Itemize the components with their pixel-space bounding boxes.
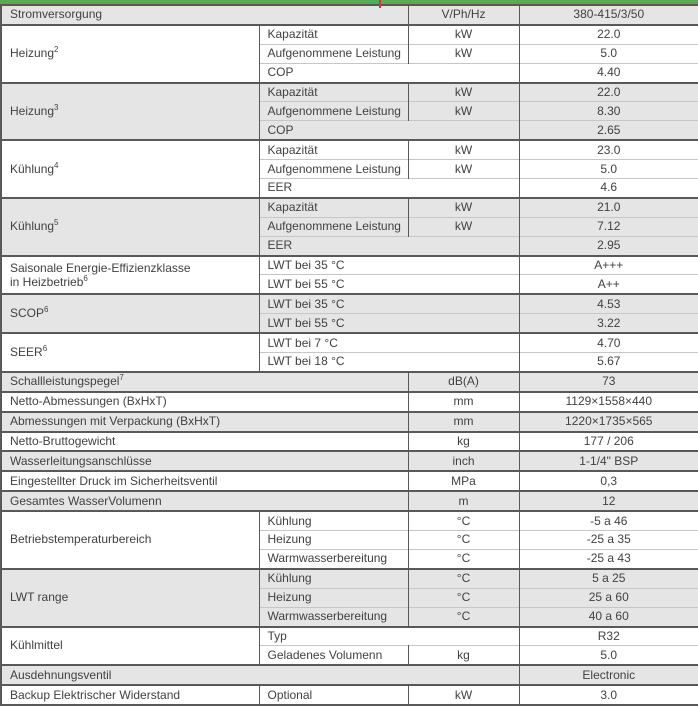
table-row bbox=[1, 198, 698, 217]
spec-sublabel: Kapazität bbox=[259, 198, 408, 217]
unit-cell: kW bbox=[408, 685, 519, 705]
spec-label bbox=[1, 256, 259, 295]
unit-cell: V/Ph/Hz bbox=[408, 5, 519, 25]
table-row bbox=[1, 685, 698, 705]
value-cell: 4.40 bbox=[519, 63, 698, 82]
spec-label: Kühlung$^5$ bbox=[1, 198, 259, 256]
spec-sublabel: Kapazität bbox=[259, 140, 408, 159]
spec-label: Kühlung$^4$ bbox=[1, 140, 259, 198]
footnote-marker: 4 bbox=[54, 160, 59, 170]
value-cell: 1220×1735×565 bbox=[519, 412, 698, 432]
unit-cell: kW bbox=[408, 44, 519, 63]
spec-label: Eingestellter Druck im Sicherheitsventil bbox=[1, 471, 408, 491]
value-cell: 3.22 bbox=[519, 314, 698, 333]
table-row bbox=[1, 432, 698, 452]
footnote-marker: 6 bbox=[44, 305, 49, 315]
table-row bbox=[1, 83, 698, 102]
spec-sublabel: Kapazität bbox=[259, 25, 408, 44]
table-row bbox=[1, 665, 698, 685]
spec-sublabel: Kapazität bbox=[259, 83, 408, 102]
spec-label: Kühlmittel bbox=[1, 627, 259, 666]
spec-label-line2: in Heizbetrieb$^6$ bbox=[10, 273, 88, 289]
value-cell: 40 a 60 bbox=[519, 607, 698, 626]
spec-sublabel: Warmwasserbereitung bbox=[259, 607, 408, 626]
spec-sublabel: LWT bei 18 °C bbox=[259, 353, 519, 372]
unit-cell: inch bbox=[408, 451, 519, 471]
spec-sublabel: LWT bei 55 °C bbox=[259, 314, 519, 333]
spec-sublabel: LWT bei 55 °C bbox=[259, 275, 519, 294]
value-cell: 5.0 bbox=[519, 646, 698, 665]
value-cell: 4.6 bbox=[519, 179, 698, 198]
table-row bbox=[1, 5, 698, 25]
green-top-bar bbox=[0, 0, 698, 4]
unit-cell: mm bbox=[408, 412, 519, 432]
unit-cell: m bbox=[408, 491, 519, 511]
value-cell: 5.0 bbox=[519, 44, 698, 63]
value-cell: 23.0 bbox=[519, 140, 698, 159]
spec-label: Ausdehnungsventil bbox=[1, 665, 519, 685]
unit-cell: kg bbox=[408, 432, 519, 452]
value-cell: 73 bbox=[519, 372, 698, 392]
value-cell: 12 bbox=[519, 491, 698, 511]
value-cell: -25 a 35 bbox=[519, 531, 698, 550]
value-cell: 4.70 bbox=[519, 333, 698, 352]
spec-label: Gesamtes WasserVolumenn bbox=[1, 491, 408, 511]
unit-cell: °C bbox=[408, 531, 519, 550]
unit-cell: dB(A) bbox=[408, 372, 519, 392]
value-cell: 21.0 bbox=[519, 198, 698, 217]
table-row bbox=[1, 372, 698, 392]
unit-cell: kW bbox=[408, 140, 519, 159]
table-row bbox=[1, 511, 698, 530]
spec-label: Heizung$^3$ bbox=[1, 83, 259, 141]
spec-sublabel: Aufgenommene Leistung bbox=[259, 160, 408, 179]
table-row bbox=[1, 256, 698, 275]
value-cell: 4.53 bbox=[519, 294, 698, 313]
spec-sublabel: Optional bbox=[259, 685, 408, 705]
unit-cell: °C bbox=[408, 511, 519, 530]
unit-cell: kW bbox=[408, 83, 519, 102]
spec-sublabel: Warmwasserbereitung bbox=[259, 549, 408, 568]
spec-table bbox=[0, 4, 698, 706]
spec-label: Wasserleitungsanschlüsse bbox=[1, 451, 408, 471]
footnote-marker: 3 bbox=[54, 102, 59, 112]
spec-sublabel: EER bbox=[259, 179, 519, 198]
spec-sublabel: Typ bbox=[259, 627, 519, 646]
value-cell: 177 / 206 bbox=[519, 432, 698, 452]
table-row bbox=[1, 627, 698, 646]
spec-sublabel: EER bbox=[259, 236, 519, 255]
spec-label: Heizung$^2$ bbox=[1, 25, 259, 83]
value-cell: 8.30 bbox=[519, 102, 698, 121]
value-cell: A++ bbox=[519, 275, 698, 294]
spec-label: Netto-Abmessungen (BxHxT) bbox=[1, 392, 408, 412]
footnote-marker: 7 bbox=[119, 373, 124, 383]
unit-cell: kW bbox=[408, 217, 519, 236]
value-cell: 2.95 bbox=[519, 236, 698, 255]
spec-sublabel: LWT bei 35 °C bbox=[259, 294, 519, 313]
unit-cell: °C bbox=[408, 569, 519, 588]
value-cell: 2.65 bbox=[519, 121, 698, 140]
red-mark bbox=[379, 0, 381, 8]
spec-sublabel: Heizung bbox=[259, 588, 408, 607]
value-cell: 5 a 25 bbox=[519, 569, 698, 588]
spec-sublabel: LWT bei 7 °C bbox=[259, 333, 519, 352]
spec-label: Betriebstemperaturbereich bbox=[1, 511, 259, 569]
value-cell: 1-1/4" BSP bbox=[519, 451, 698, 471]
spec-label: Stromversorgung bbox=[1, 5, 408, 25]
spec-sublabel: Geladenes Volumenn bbox=[259, 646, 408, 665]
table-row bbox=[1, 333, 698, 352]
unit-cell: kg bbox=[408, 646, 519, 665]
spec-sublabel: Kühlung bbox=[259, 511, 408, 530]
unit-cell: °C bbox=[408, 588, 519, 607]
value-cell: R32 bbox=[519, 627, 698, 646]
footnote-marker: 6 bbox=[42, 344, 48, 354]
value-cell: 5.0 bbox=[519, 160, 698, 179]
spec-label: SEER$^6$ bbox=[1, 333, 259, 372]
value-cell: 22.0 bbox=[519, 83, 698, 102]
value-cell: 25 a 60 bbox=[519, 588, 698, 607]
spec-sublabel: COP bbox=[259, 63, 519, 82]
footnote-marker: 5 bbox=[54, 218, 59, 228]
spec-sublabel: Heizung bbox=[259, 531, 408, 550]
spec-sublabel: Aufgenommene Leistung bbox=[259, 44, 408, 63]
table-row bbox=[1, 569, 698, 588]
value-cell: -25 a 43 bbox=[519, 549, 698, 568]
footnote-marker: 6 bbox=[83, 273, 88, 283]
value-cell: 0,3 bbox=[519, 471, 698, 491]
spec-label: Schallleistungspegel$^7$ bbox=[1, 372, 408, 392]
value-cell: 1129×1558×440 bbox=[519, 392, 698, 412]
table-row bbox=[1, 140, 698, 159]
spec-label: LWT range bbox=[1, 569, 259, 627]
value-cell: A+++ bbox=[519, 256, 698, 275]
spec-label-line1: Saisonale Energie-Effizienzklasse bbox=[10, 260, 191, 275]
value-cell: 7.12 bbox=[519, 217, 698, 236]
spec-sublabel: COP bbox=[259, 121, 519, 140]
unit-cell: kW bbox=[408, 25, 519, 44]
table-row bbox=[1, 412, 698, 432]
table-row bbox=[1, 25, 698, 44]
spec-sublabel: Aufgenommene Leistung bbox=[259, 102, 408, 121]
value-cell: Electronic bbox=[519, 665, 698, 685]
table-row bbox=[1, 491, 698, 511]
unit-cell: mm bbox=[408, 392, 519, 412]
footnote-marker: 2 bbox=[54, 45, 59, 55]
spec-label: Abmessungen mit Verpackung (BxHxT) bbox=[1, 412, 408, 432]
unit-cell: MPa bbox=[408, 471, 519, 491]
unit-cell: kW bbox=[408, 160, 519, 179]
spec-sublabel: Aufgenommene Leistung bbox=[259, 217, 408, 236]
spec-label: Backup Elektrischer Widerstand bbox=[1, 685, 259, 705]
value-cell: 5.67 bbox=[519, 353, 698, 372]
unit-cell: kW bbox=[408, 102, 519, 121]
spec-sublabel: LWT bei 35 °C bbox=[259, 256, 519, 275]
unit-cell: kW bbox=[408, 198, 519, 217]
table-row bbox=[1, 294, 698, 313]
value-cell: 3.0 bbox=[519, 685, 698, 705]
value-cell: 22.0 bbox=[519, 25, 698, 44]
value-cell: -5 a 46 bbox=[519, 511, 698, 530]
table-row bbox=[1, 471, 698, 491]
spec-sublabel: Kühlung bbox=[259, 569, 408, 588]
spec-label: Netto-Bruttogewicht bbox=[1, 432, 408, 452]
unit-cell: °C bbox=[408, 607, 519, 626]
value-cell: 380-415/3/50 bbox=[519, 5, 698, 25]
unit-cell: °C bbox=[408, 549, 519, 568]
table-row bbox=[1, 451, 698, 471]
table-row bbox=[1, 392, 698, 412]
spec-table-body bbox=[1, 5, 698, 705]
spec-label: SCOP$^6$ bbox=[1, 294, 259, 333]
